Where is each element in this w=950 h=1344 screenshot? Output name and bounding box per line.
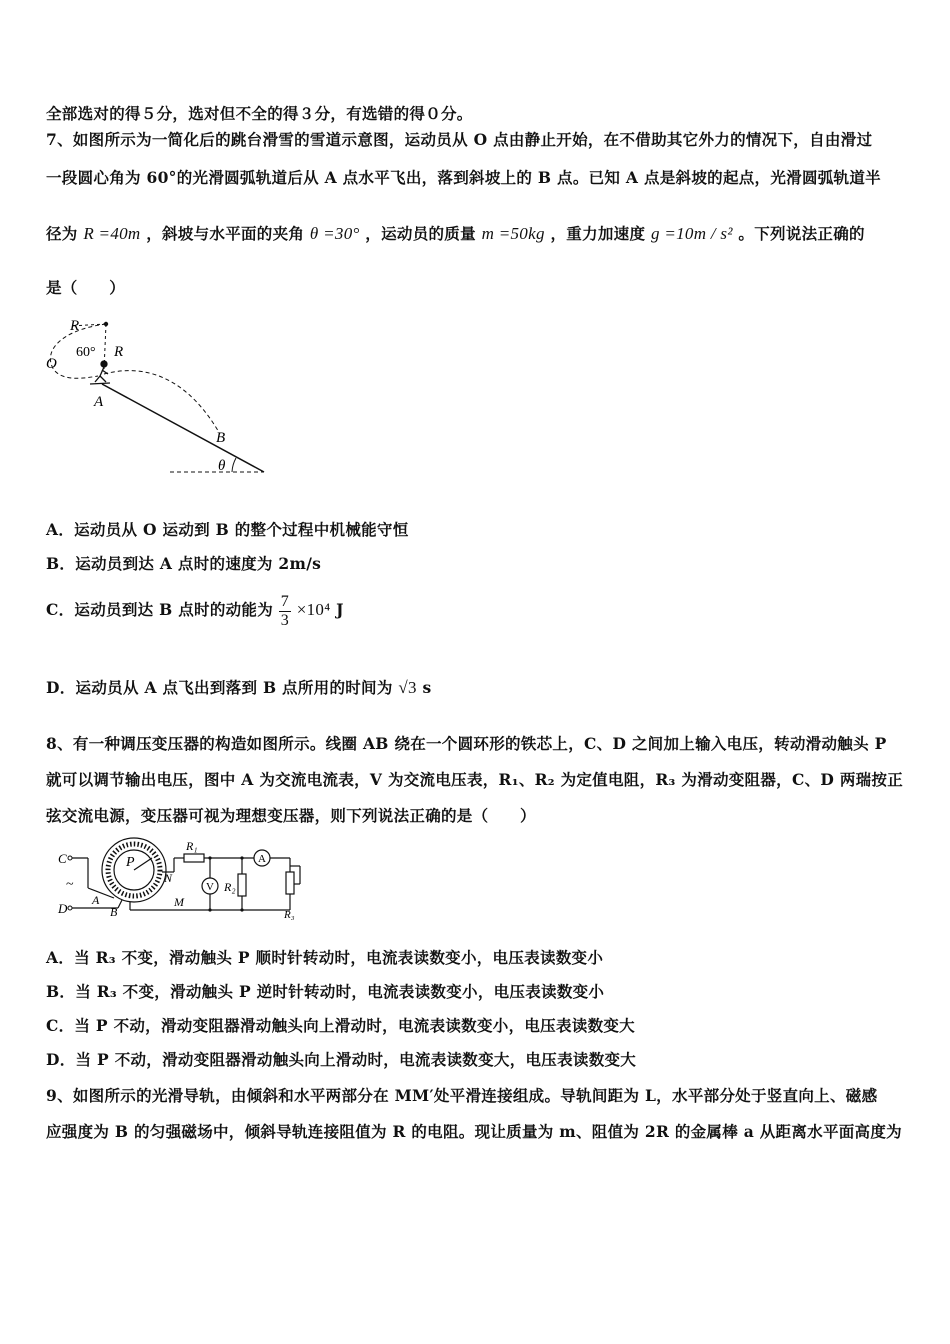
- label-N: N: [164, 871, 173, 885]
- unit-second: s: [422, 678, 432, 697]
- q8-option-d: D．当 P 不动，滑动变阻器滑动触头向上滑动时，电流表读数变大，电压表读数变大: [46, 1050, 637, 1069]
- terminal-c: [68, 856, 72, 860]
- q7-option-d: [46, 676, 432, 698]
- q7-line-1: 7、如图所示为一简化后的跳台滑雪的雪道示意图，运动员从 O 点由静止开始，在不借助其它外力的情况下，自由滑过: [46, 130, 873, 149]
- theta-arc: [232, 458, 236, 472]
- label-P: P: [126, 855, 135, 870]
- label-R1: R: [70, 318, 80, 334]
- label-B: B: [216, 430, 226, 446]
- slope-line: [102, 384, 264, 472]
- slider-arm: [134, 858, 152, 870]
- label-R3: R₃: [284, 909, 295, 920]
- q7-option-a: A．运动员从 O 运动到 B 的整个过程中机械能守恒: [46, 520, 409, 539]
- label-D: D: [58, 901, 68, 916]
- q9-line-2: 应强度为 B 的匀强磁场中，倾斜导轨连接阻值为 R 的电阻。现让质量为 m、阻值为 2R 的金属棒 a 从距离水平面高度为: [46, 1122, 902, 1141]
- q7-option-c: [46, 590, 344, 630]
- q7-line-2: 一段圆心角为 60°的光滑圆弧轨道后从 A 点水平飞出，落到斜坡上的 B 点。已知 A 点是斜坡的起点，光滑圆弧轨道半: [46, 168, 881, 187]
- label-ammeter: A: [258, 853, 266, 865]
- intro-line: 全部选对的得５分，选对但不全的得３分，有选错的得０分。: [46, 104, 473, 123]
- gravity-value: g =10m / s²: [650, 224, 733, 243]
- label-A-coil: A: [92, 893, 100, 907]
- label-A: A: [94, 394, 104, 410]
- ski-jump-figure: [40, 312, 280, 482]
- label-angle: 60°: [76, 345, 96, 360]
- label-tilde: ~: [66, 877, 74, 892]
- resistor-r2: [238, 874, 246, 896]
- fraction-denominator: 3: [280, 611, 290, 629]
- q8-option-c: C．当 P 不动，滑动变阻器滑动触头向上滑动时，电流表读数变小，电压表读数变大: [46, 1016, 635, 1035]
- q7-line-3-c: ，运动员的质量: [365, 224, 476, 243]
- label-voltmeter: V: [206, 881, 214, 893]
- q7-line-3: [46, 222, 865, 244]
- transformer-circuit-figure: [56, 836, 316, 920]
- label-R2: R: [114, 344, 124, 360]
- q7-line-3-d: ，重力加速度: [550, 224, 646, 243]
- q8-line-3: 弦交流电源，变压器可视为理想变压器，则下列说法正确的是（ ）: [46, 806, 536, 825]
- unit-joule: J: [336, 600, 344, 619]
- q7-option-b: B．运动员到达 A 点时的速度为 2m/s: [46, 554, 322, 573]
- q7-line-3-e: 。下列说法正确的: [738, 224, 865, 243]
- q8-line-1: 8、有一种调压变压器的构造如图所示。线圈 AB 绕在一个圆环形的铁芯上，C、D 之间加上输入电压，转动滑动触头 P: [46, 734, 887, 753]
- q8-option-a: A．当 R₃ 不变，滑动触头 P 顺时针转动时，电流表读数变小，电压表读数变小: [46, 948, 604, 967]
- q7-option-d-prefix: D．运动员从 A 点飞出到落到 B 点所用的时间为: [46, 678, 393, 697]
- center-dot: [104, 322, 108, 326]
- label-theta: θ: [218, 458, 226, 474]
- mass-value: m =50kg: [481, 224, 545, 243]
- sqrt-three: √3: [398, 678, 417, 697]
- q7-line-3-a: 径为: [46, 224, 78, 243]
- radius-value: R =40m: [83, 224, 141, 243]
- theta-value: θ =30°: [309, 224, 360, 243]
- resistor-r1: [184, 854, 204, 862]
- flight-path: [104, 371, 220, 434]
- label-R1: R₁: [186, 839, 198, 853]
- fraction-numerator: 7: [280, 592, 290, 610]
- label-M: M: [174, 895, 184, 909]
- label-O: O: [46, 356, 57, 372]
- q7-option-c-prefix: C．运动员到达 B 点时的动能为: [46, 600, 274, 619]
- q9-line-1: 9、如图所示的光滑导轨，由倾斜和水平两部分在 MM′处平滑连接组成。导轨间距为 L，水平部分处于竖直向上、磁感: [46, 1086, 878, 1105]
- q8-line-2: 就可以调节输出电压，图中 A 为交流电流表，V 为交流电压表，R₁、R₂ 为定值电阻，R₃ 为滑动变阻器，C、D 两瑞按正: [46, 770, 904, 789]
- label-R2: R₂: [224, 880, 236, 894]
- q7-line-3-b: ，斜坡与水平面的夹角: [146, 224, 305, 243]
- power-of-ten: ×10⁴: [296, 600, 331, 619]
- terminal-d: [68, 906, 72, 910]
- label-C: C: [58, 851, 67, 866]
- skier-icon: [90, 361, 110, 384]
- q7-line-4: 是（ ）: [46, 278, 126, 297]
- label-B-coil: B: [110, 905, 118, 919]
- resistor-r3: [286, 872, 294, 894]
- q8-option-b: B．当 R₃ 不变，滑动触头 P 逆时针转动时，电流表读数变小，电压表读数变小: [46, 982, 605, 1001]
- fraction-7-3: [279, 593, 291, 630]
